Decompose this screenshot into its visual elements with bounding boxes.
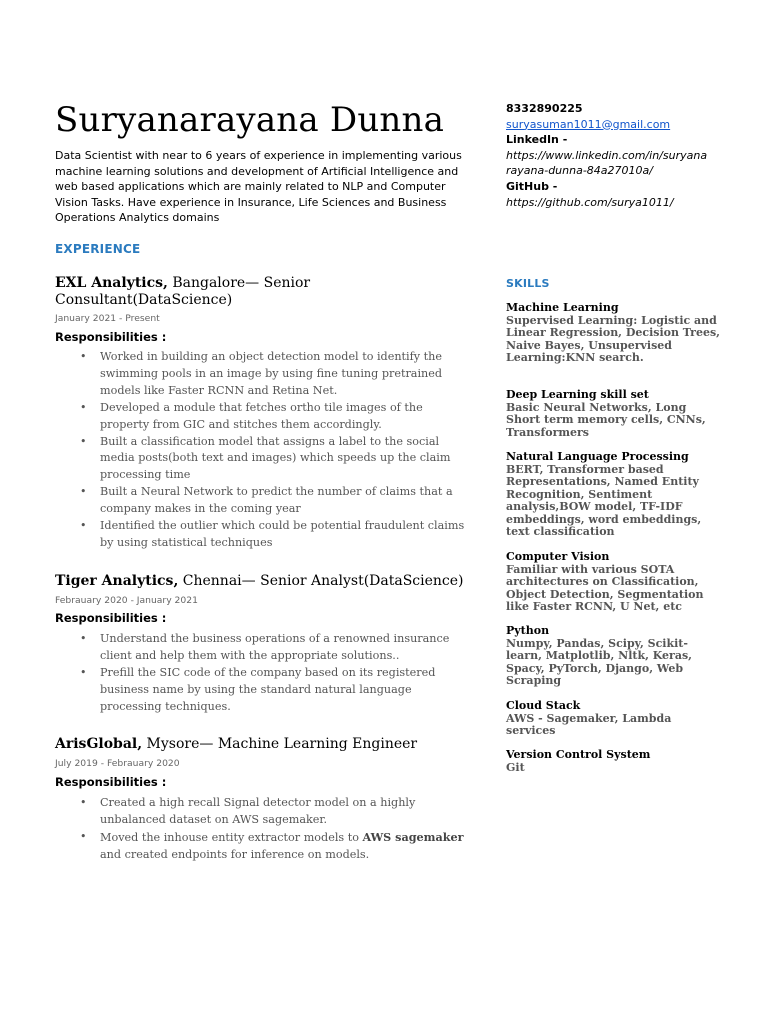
- skill-group-computer-vision: [506, 551, 721, 614]
- email-link[interactable]: suryasuman1011@gmail.com: [506, 117, 671, 131]
- responsibilities-label: Responsibilities :: [55, 330, 167, 344]
- experience-heading: EXPERIENCE: [55, 242, 141, 256]
- skill-description: Supervised Learning: Logistic and Linear Regression, Decision Trees, Naive Bayes, Unsupervised Learning:KNN search.: [506, 313, 720, 364]
- job-role-line2: Consultant(DataScience): [55, 291, 233, 308]
- bullet-text: and created endpoints for inference on models.: [100, 847, 370, 861]
- company-name: Tiger Analytics,: [55, 573, 179, 589]
- list-item: • Built a Neural Network to predict the number of claims that a company makes in the coming year: [80, 484, 470, 518]
- bullet-text: Moved the inhouse entity extractor models to: [100, 830, 363, 844]
- skill-description: Familiar with various SOTA architectures on Classification, Object Detection, Segmentation like Faster RCNN, U Net, etc: [506, 562, 704, 613]
- linkedin-label: LinkedIn -: [506, 133, 568, 147]
- job-title-tiger: [55, 573, 464, 590]
- skill-title: Machine Learning: [506, 301, 619, 314]
- responsibility-list: [80, 795, 470, 864]
- list-item: • Built a classification model that assigns a label to the social media posts(both text and images) which speeds up the claim processing time: [80, 434, 470, 485]
- company-name: ArisGlobal,: [55, 736, 143, 752]
- skill-group-deep-learning: [506, 389, 721, 439]
- responsibilities-label: Responsibilities :: [55, 775, 167, 789]
- skill-title: Natural Language Processing: [506, 450, 689, 463]
- responsibility-list: [80, 349, 470, 552]
- list-item: • Developed a module that fetches ortho tile images of the property from GIC and stitches them accordingly.: [80, 400, 470, 434]
- skill-group-version-control: [506, 749, 721, 774]
- linkedin-url-line1[interactable]: https://www.linkedin.com/in/suryana: [506, 148, 708, 162]
- skill-description: Basic Neural Networks, Long Short term memory cells, CNNs, Transformers: [506, 400, 706, 439]
- github-url[interactable]: https://github.com/surya1011/: [506, 195, 674, 209]
- skill-description: Git: [506, 760, 525, 774]
- skill-group-python: [506, 625, 721, 688]
- list-item: • Identified the outlier which could be potential fraudulent claims by using statistical techniques: [80, 518, 470, 552]
- list-item: • Worked in building an object detection model to identify the swimming pools in an image by using fine tuning pretrained models like Faster RCNN and Retina Net.: [80, 349, 470, 400]
- skill-title: Version Control System: [506, 748, 651, 761]
- job-role: Mysore— Machine Learning Engineer: [142, 736, 418, 752]
- job-role: Chennai— Senior Analyst(DataScience): [178, 573, 464, 589]
- skill-description: Numpy, Pandas, Scipy, Scikit-learn, Matplotlib, Nltk, Keras, Spacy, PyTorch, Django, Web Scraping: [506, 636, 692, 687]
- responsibility-list: [80, 631, 470, 716]
- job-dates: Febrauary 2020 - January 2021: [55, 595, 198, 606]
- profile-summary: Data Scientist with near to 6 years of experience in implementing various machine learning solutions and development of Artificial Intelligence and web based applications which are mainly related to NLP and Computer Vision Tasks. Have experience in Insurance, Life Sciences and Business Operations Analytics domains: [55, 149, 462, 224]
- skills-heading: SKILLS: [506, 277, 550, 290]
- list-item: • Understand the business operations of a renowned insurance client and help them with the appropriate solutions..: [80, 631, 470, 665]
- skill-title: Deep Learning skill set: [506, 388, 649, 401]
- phone-number: 8332890225: [506, 102, 583, 115]
- contact-block: [506, 101, 726, 210]
- list-item: [80, 829, 470, 864]
- github-label: GitHub -: [506, 179, 558, 193]
- responsibilities-label: Responsibilities :: [55, 611, 167, 625]
- skill-group-cloud-stack: [506, 700, 721, 738]
- candidate-name: Suryanarayana Dunna: [55, 100, 445, 140]
- company-name: EXL Analytics,: [55, 275, 168, 291]
- skill-title: Cloud Stack: [506, 699, 581, 712]
- job-role: Bangalore— Senior: [167, 275, 311, 291]
- job-dates: January 2021 - Present: [55, 313, 160, 324]
- bullet-bold-text: AWS sagemaker: [362, 829, 464, 844]
- skill-description: BERT, Transformer based Representations, Named Entity Recognition, Sentiment analysis,BOW model, TF-IDF embeddings, word embeddings, text classification: [506, 462, 702, 538]
- list-item: • Prefill the SIC code of the company based on its registered business name by using the standard natural language processing techniques.: [80, 665, 470, 716]
- skill-group-machine-learning: [506, 302, 721, 365]
- job-title-exl: [55, 275, 310, 308]
- job-title-arisglobal: [55, 736, 417, 753]
- skill-title: Python: [506, 624, 550, 637]
- job-dates: July 2019 - Febrauary 2020: [55, 758, 180, 769]
- linkedin-url-line2[interactable]: rayana-dunna-84a27010a/: [506, 164, 653, 178]
- list-item: • Created a high recall Signal detector model on a highly unbalanced dataset on AWS sagemaker.: [80, 795, 470, 829]
- skill-title: Computer Vision: [506, 550, 610, 563]
- skill-description: AWS - Sagemaker, Lambda services: [506, 711, 672, 737]
- skill-group-nlp: [506, 451, 721, 539]
